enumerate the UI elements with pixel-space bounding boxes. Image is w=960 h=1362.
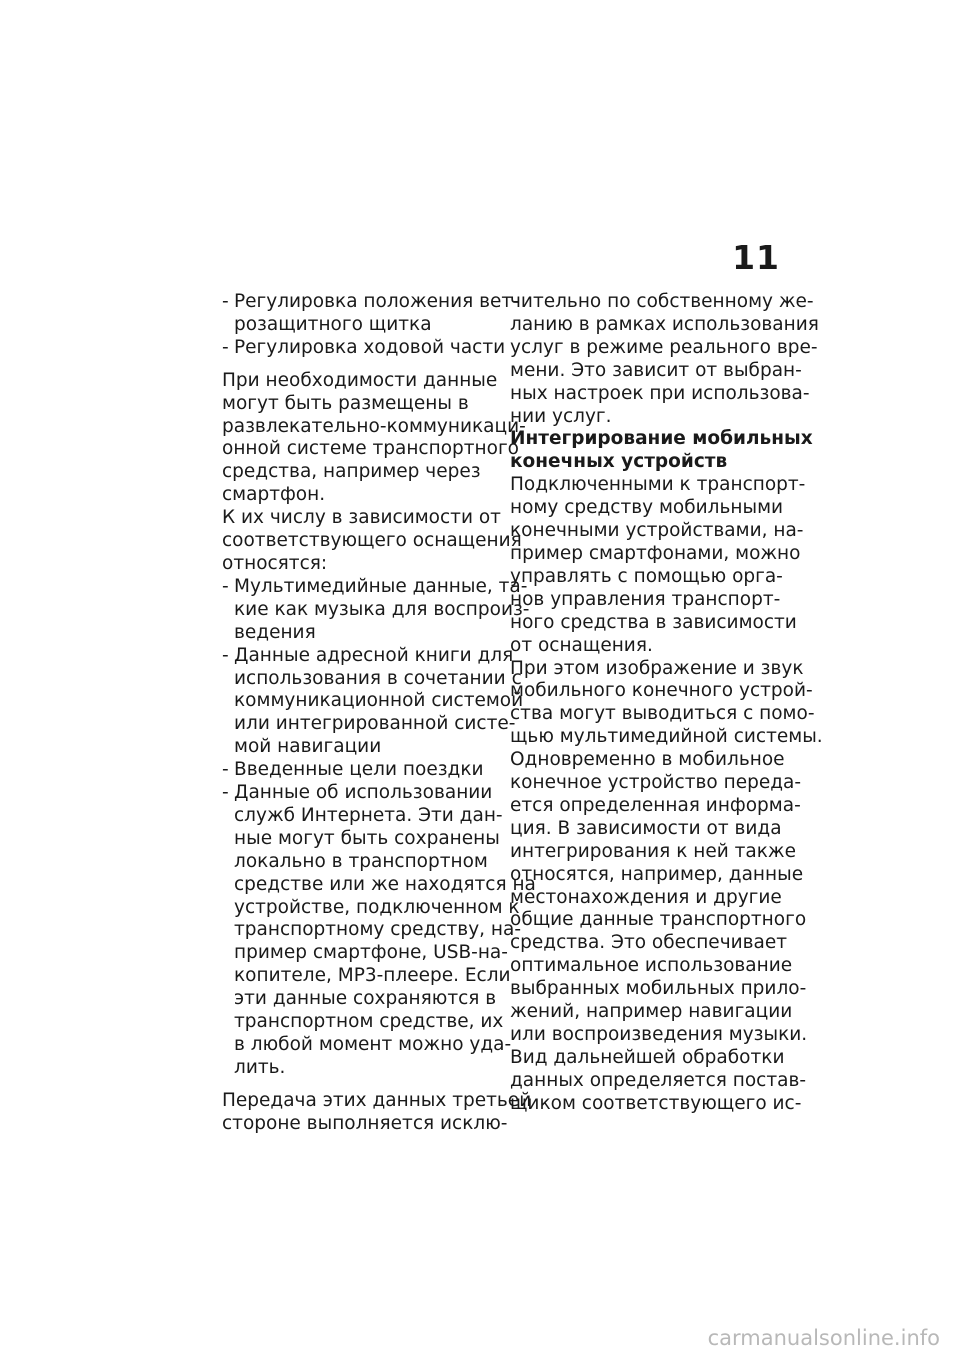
dash-bullet-icon: - — [222, 575, 229, 597]
text-line: ства могут выводиться с помо- — [510, 703, 815, 725]
text-line: Подключенными к транспорт- — [510, 474, 806, 496]
text-line: средства, например через — [222, 461, 481, 483]
text-line: коммуникационной системой — [234, 690, 524, 712]
text-line: онной системе транспортного — [222, 438, 519, 460]
text-line: или воспроизведения музыки. — [510, 1024, 808, 1045]
text-line: устройстве, подключенном к — [234, 896, 520, 918]
text-line: эти данные сохраняются в — [234, 988, 497, 1010]
bullet-first-line — [222, 575, 528, 599]
text-line: Мультимедийные данные, та- — [234, 575, 528, 597]
bullet-item — [222, 575, 530, 645]
text-line: от оснащения. — [510, 634, 653, 656]
text-line: конечное устройство переда- — [510, 772, 802, 794]
dash-bullet-icon: - — [222, 291, 229, 312]
text-line: могут быть размещены в — [222, 392, 469, 414]
text-line: щиком соответствующего ис- — [510, 1092, 802, 1114]
text-line: общие данные транспортного — [510, 909, 807, 931]
text-line: пример смартфоне, USB-на- — [234, 942, 508, 964]
text-line: управлять с помощью орга- — [510, 565, 783, 587]
paragraph-intro — [222, 369, 526, 576]
bullet-first-line — [222, 782, 492, 805]
section-heading — [510, 428, 813, 474]
watermark: carmanualsonline.info — [707, 1326, 940, 1350]
right-column — [510, 291, 823, 1116]
text-line: стороне выполняется исклю- — [222, 1112, 508, 1134]
text-line: Данные об использовании — [234, 782, 493, 804]
text-line: Интегрирование мобильных — [510, 428, 813, 450]
text-line: При необходимости данные — [222, 369, 498, 391]
text-line: жений, например навигации — [510, 1001, 793, 1023]
text-line: интегрирования к ней также — [510, 840, 796, 862]
text-line: щью мультимедийной системы. — [510, 726, 823, 748]
text-line: в любой момент можно уда- — [234, 1034, 512, 1055]
text-line: кие как музыка для воспроиз- — [234, 598, 530, 620]
bullet-list-data-types — [222, 575, 536, 1080]
text-line: При этом изображение и звук — [510, 657, 804, 679]
text-line: ция. В зависимости от вида — [510, 817, 782, 839]
text-line: относятся: — [222, 552, 328, 574]
text-line: относятся, например, данные — [510, 863, 804, 885]
page-number: 11 — [732, 238, 780, 277]
text-line: Введенные цели поездки — [234, 759, 484, 781]
text-line: розащитного щитка — [234, 313, 432, 335]
text-line: ных настроек при использова- — [510, 382, 810, 404]
dash-bullet-icon: - — [222, 644, 229, 666]
bullet-first-line — [222, 759, 492, 782]
bullet-item — [222, 336, 506, 360]
bullet-item — [222, 759, 492, 782]
text-line: Одновременно в мобильное — [510, 749, 785, 771]
text-line: нов управления транспорт- — [510, 588, 781, 610]
text-line: копителе, MP3-плеере. Если — [234, 965, 511, 987]
paragraph-continuation — [510, 291, 819, 428]
text-line: Регулировка положения вет- — [234, 291, 519, 312]
bullet-first-line — [222, 336, 506, 360]
text-line: смартфон. — [222, 484, 326, 506]
text-line: ведения — [234, 621, 316, 643]
dash-bullet-icon: - — [222, 336, 229, 358]
text-line: оптимальное использование — [510, 955, 793, 977]
bullet-item — [222, 291, 519, 337]
text-line: средстве или же находятся на — [234, 873, 536, 895]
text-line: ному средству мобильными — [510, 497, 784, 519]
text-line: местонахождения и другие — [510, 886, 782, 908]
text-line: использования в сочетании с — [234, 667, 522, 689]
text-line: данных определяется постав- — [510, 1069, 807, 1091]
text-line: развлекательно-коммуникаци- — [222, 415, 526, 437]
text-line: ется определенная информа- — [510, 794, 801, 816]
text-line: конечными устройствами, на- — [510, 520, 804, 542]
text-line: средства. Это обеспечивает — [510, 932, 788, 954]
text-line: выбранных мобильных прило- — [510, 978, 807, 1000]
dash-bullet-icon: - — [222, 782, 229, 804]
text-line: ного средства в зависимости — [510, 611, 797, 633]
bullet-item — [222, 644, 524, 760]
text-line: соответствующего оснащения — [222, 530, 522, 552]
text-line: служб Интернета. Эти дан- — [234, 804, 503, 826]
text-line: нии услуг. — [510, 405, 612, 427]
text-line: Передача этих данных третьей — [222, 1089, 532, 1111]
text-line: Данные адресной книги для — [234, 644, 514, 666]
text-line: ные могут быть сохранены — [234, 827, 500, 849]
bullet-first-line — [222, 644, 514, 668]
text-line: или интегрированной систе- — [234, 713, 516, 735]
text-line: мени. Это зависит от выбран- — [510, 359, 802, 381]
text-line: мой навигации — [234, 736, 382, 758]
text-line: Регулировка ходовой части — [234, 336, 506, 358]
text-line: К их числу в зависимости от — [222, 507, 501, 529]
text-line: чительно по собственному же- — [510, 291, 814, 312]
bullet-first-line — [222, 291, 519, 314]
text-line: услуг в режиме реального вре- — [510, 336, 818, 358]
paragraph-third-party — [222, 1089, 532, 1136]
text-line: транспортному средству, на- — [234, 919, 522, 941]
text-line: лить. — [234, 1056, 286, 1078]
paragraph-mobile-integration — [510, 474, 823, 1115]
text-line: мобильного конечного устрой- — [510, 680, 813, 702]
left-column — [222, 291, 536, 1136]
bullet-list-top — [222, 291, 519, 360]
text-line: пример смартфонами, можно — [510, 542, 801, 564]
bullet-item — [222, 782, 536, 1080]
text-line: конечных устройств — [510, 451, 728, 473]
text-line: локально в транспортном — [234, 850, 488, 872]
text-line: Вид дальнейшей обработки — [510, 1046, 785, 1068]
dash-bullet-icon: - — [222, 759, 229, 781]
text-line: ланию в рамках использования — [510, 313, 819, 335]
text-line: транспортном средстве, их — [234, 1011, 504, 1033]
